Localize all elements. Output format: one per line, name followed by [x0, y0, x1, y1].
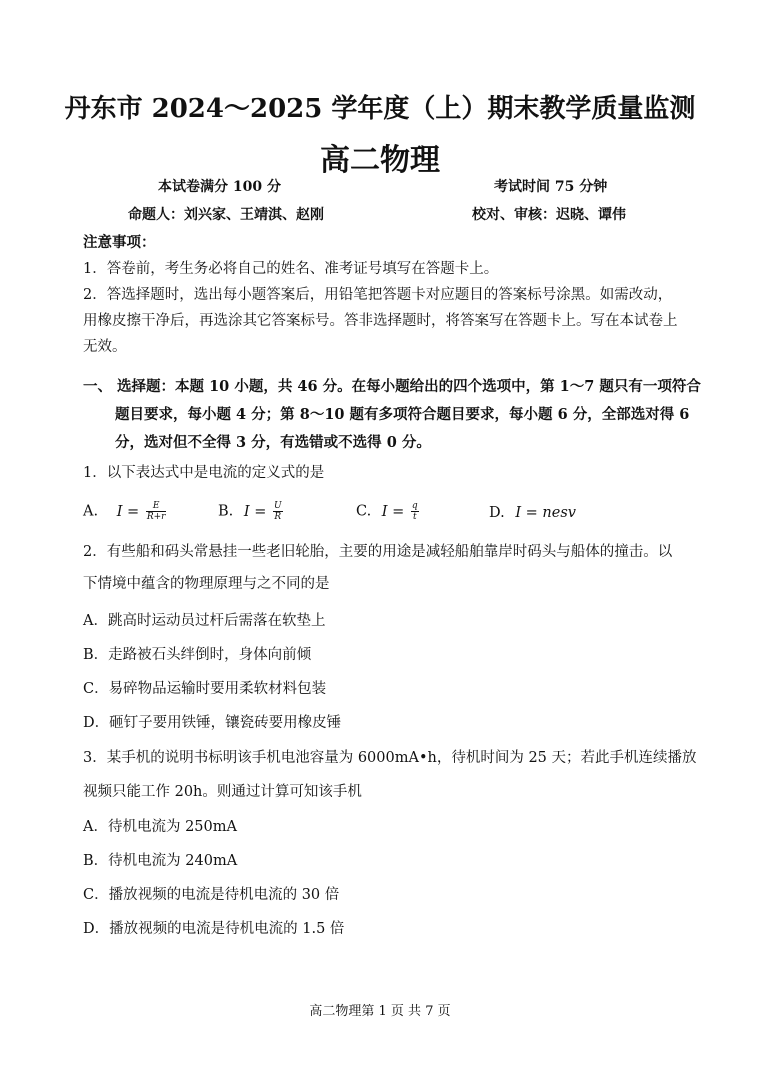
notice-item-2-line-1: 2．答选择题时，选出每小题答案后，用铅笔把答题卡对应题目的答案标号涂黑。如需改动，: [83, 287, 673, 303]
q2-option-d: D．砸钉子要用铁锤，镶瓷砖要用橡皮锤: [83, 715, 342, 731]
q1-b-denominator: R: [274, 512, 282, 522]
page-footer: 高二物理第 1 页 共 7 页: [309, 1004, 451, 1019]
q1-b-lhs: I =: [243, 503, 267, 520]
q3-option-a: A．待机电流为 250mA: [83, 819, 237, 835]
q2-option-b: B．走路被石头绊倒时，身体向前倾: [83, 647, 312, 663]
q2-stem-line-1: 2．有些船和码头常悬挂一些老旧轮胎，主要的用途是减轻船舶靠岸时码头与船体的撞击。以: [83, 544, 673, 560]
notice-item-2-line-3: 无效。: [83, 339, 127, 355]
reviewers: 校对、审核：迟晓、谭伟: [472, 207, 626, 223]
q2-stem-line-2: 下情境中蕴含的物理原理与之不同的是: [83, 576, 330, 592]
notice-item-1: 1．答卷前，考生务必将自己的姓名、准考证号填写在答题卡上。: [83, 261, 499, 277]
q2-option-a: A．跳高时运动员过杆后需落在软垫上: [83, 613, 326, 629]
q1-b-fraction: [273, 501, 283, 522]
q1-stem: 1．以下表达式中是电流的定义式的是: [83, 465, 325, 481]
q1-a-denominator: R+r: [146, 512, 166, 522]
q1-a-numerator: E: [146, 501, 167, 512]
q1-c-label: C.: [356, 503, 372, 520]
exam-title: 丹东市 2024～2025 学年度（上）期末教学质量监测: [64, 94, 696, 124]
q1-c-fraction: [411, 501, 419, 522]
q1-c-lhs: I =: [381, 503, 405, 520]
time-limit: 考试时间 75 分钟: [494, 179, 608, 195]
q2-option-c: C．易碎物品运输时要用柔软材料包装: [83, 681, 327, 697]
section-1-line-1: 一、 选择题：本题 10 小题，共 46 分。在每小题给出的四个选项中，第 1～7 题只有一项符合: [83, 378, 701, 395]
q1-d-expr: I = nesv: [515, 505, 576, 521]
section-1-line-3: 分，选对但不全得 3 分，有选错或不选得 0 分。: [115, 434, 431, 451]
q3-option-b: B．待机电流为 240mA: [83, 853, 238, 869]
q1-option-c: [356, 501, 419, 522]
q3-option-d: D．播放视频的电流是待机电流的 1.5 倍: [83, 921, 345, 937]
section-1-line-2: 题目要求，每小题 4 分；第 8～10 题有多项符合题目要求，每小题 6 分，全部选对得 6: [115, 406, 690, 423]
q3-stem-line-1: 3．某手机的说明书标明该手机电池容量为 6000mA•h，待机时间为 25 天；若此手机连续播放: [83, 750, 697, 766]
q1-c-denominator: t: [412, 512, 417, 522]
q1-a-lhs: I =: [116, 503, 140, 520]
q1-option-b: [218, 501, 283, 522]
q1-d-label: D.: [489, 505, 505, 521]
notice-heading: 注意事项：: [83, 234, 156, 251]
q1-c-numerator: q: [411, 501, 418, 511]
full-score: 本试卷满分 100 分: [158, 179, 281, 195]
q1-b-label: B.: [218, 503, 234, 520]
q1-option-a: [83, 501, 166, 522]
q1-a-label: A.: [83, 503, 99, 520]
q1-a-fraction: [146, 501, 167, 522]
q1-option-d: [489, 503, 576, 523]
q3-option-c: C．播放视频的电流是待机电流的 30 倍: [83, 887, 340, 903]
notice-item-2-line-2: 用橡皮擦干净后，再选涂其它答案标号。答非选择题时，将答案写在答题卡上。写在本试卷上: [83, 313, 678, 329]
exam-subject: 高二物理: [320, 143, 440, 178]
authors: 命题人：刘兴家、王靖淇、赵刚: [128, 207, 324, 223]
q3-stem-line-2: 视频只能工作 20h。则通过计算可知该手机: [83, 784, 362, 800]
q1-b-numerator: U: [273, 501, 282, 511]
